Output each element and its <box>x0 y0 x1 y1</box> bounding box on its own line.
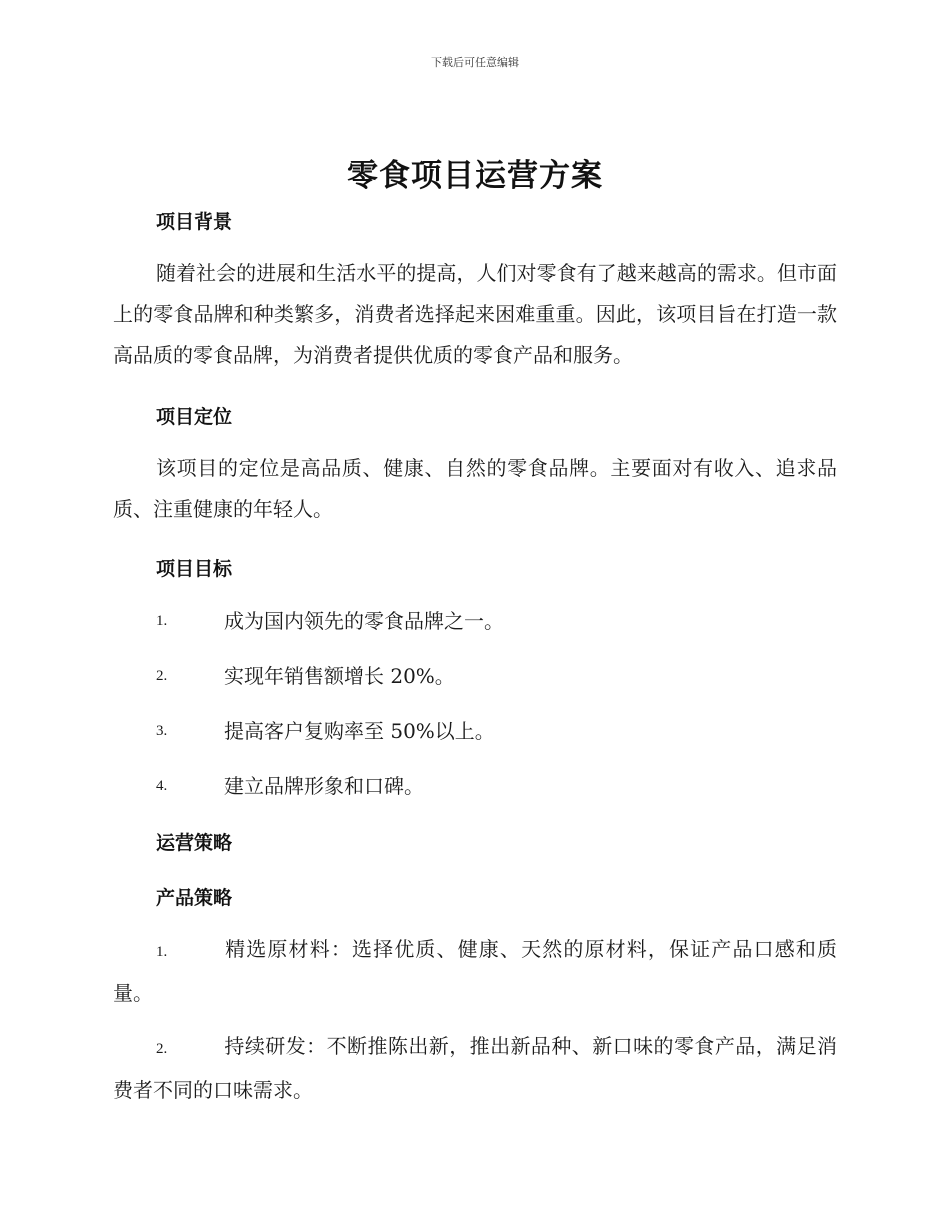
list-text: 提高客户复购率至 50%以上。 <box>224 719 495 743</box>
list-number: 1. <box>156 944 168 960</box>
list-text: 建立品牌形象和口碑。 <box>224 774 424 798</box>
running-header: 下载后可任意编辑 <box>431 56 519 69</box>
list-number: 3. <box>156 723 168 739</box>
list-text: 成为国内领先的零食品牌之一。 <box>224 609 504 633</box>
section-heading-positioning: 项目定位 <box>156 406 233 428</box>
document-title: 零食项目运营方案 <box>347 158 603 194</box>
list-text: 精选原材料：选择优质、健康、天然的原材料，保证产品口感和质量。 <box>113 937 837 1005</box>
list-item <box>113 1026 837 1111</box>
list-number: 2. <box>156 1041 168 1057</box>
background-paragraph: 随着社会的进展和生活水平的提高，人们对零食有了越来越高的需求。但市面上的零食品牌和种类繁多，消费者选择起来困难重重。因此，该项目旨在打造一款高品质的零食品牌，为消费者提供优质的零食产品和服务。 <box>113 261 837 367</box>
section-heading-product-strategy: 产品策略 <box>156 887 233 909</box>
list-text: 持续研发：不断推陈出新，推出新品种、新口味的零食产品，满足消费者不同的口味需求。 <box>113 1034 837 1102</box>
list-item <box>113 929 837 1014</box>
list-number: 4. <box>156 778 168 794</box>
list-number: 2. <box>156 668 168 684</box>
list-text: 实现年销售额增长 20%。 <box>224 664 455 688</box>
section-heading-goals: 项目目标 <box>156 558 233 580</box>
positioning-paragraph: 该项目的定位是高品质、健康、自然的零食品牌。主要面对有收入、追求品质、注重健康的年轻人。 <box>113 456 837 521</box>
section-heading-background: 项目背景 <box>156 211 233 233</box>
list-number: 1. <box>156 613 168 629</box>
section-heading-strategy: 运营策略 <box>156 832 233 854</box>
